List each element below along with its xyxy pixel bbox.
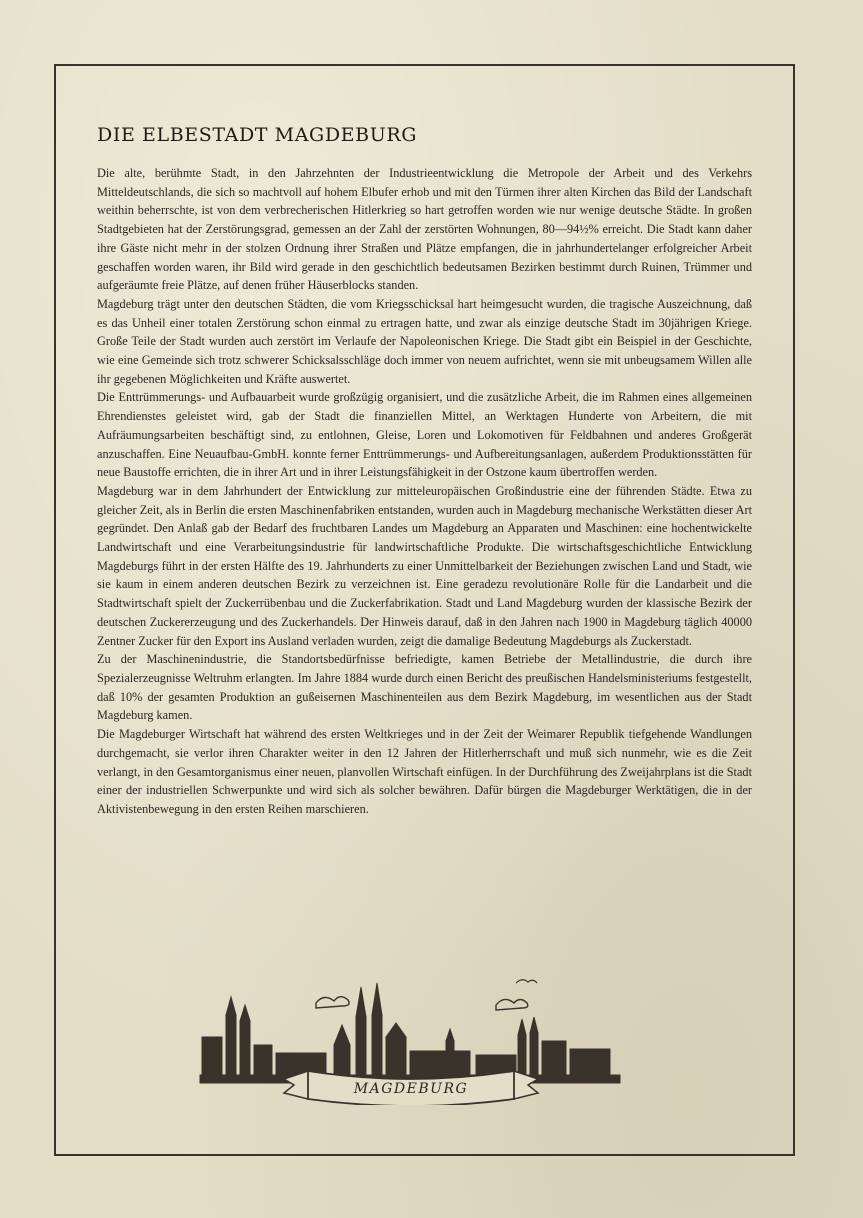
paragraph-6: Die Magdeburger Wirtschaft hat während des ersten Weltkrieges und in der Zeit der Weimarer Republik tiefgehende Wandlungen durchgemacht, sie verlor ihren Charakter weiter in den 12 Jahren der Hitlerherrschaft und muß sich nunmehr, wie es die Zeit verlangt, in den Gesamtorganismus einer neuen, planvollen Wirtschaft einfügen. In der Durchführung des Zweijahrplans ist die Stadt einer der industriellen Schwerpunkte und wird sich als solcher bewähren. Dafür bürgen die Magdeburger Werktätigen, die in der Aktivistenbewegung in den ersten Reihen marschieren. [97, 727, 752, 816]
skyline-silhouette [200, 980, 620, 1083]
city-skyline-vignette [196, 975, 626, 1105]
paragraph-2: Magdeburg trägt unter den deutschen Städten, die vom Kriegsschicksal hart heimgesucht wurden, die tragische Auszeichnung, daß es das Unheil einer totalen Zerstörung schon einmal zu ertragen hatte, und zwar als einzige deutsche Stadt im 30jährigen Kriege. Große Teile der Stadt wurden auch zerstört im Verlaufe der Napoleonischen Kriege. Die Stadt gibt ein Beispiel in der Geschichte, wie eine Gemeinde sich trotz schwerer Schicksalsschläge doch immer von neuem aufrichtet, wenn sie mit unbeugsamem Willen alle ihr gegebenen Möglichkeiten und Kräfte auswertet. [97, 296, 752, 386]
paragraph-5: Zu der Maschinenindustrie, die Standortsbedürfnisse befriedigte, kamen Betriebe der Metallindustrie, die durch ihre Spezialerzeugnisse Weltruhm erlangten. Im Jahre 1884 wurde durch einen Bericht des preußischen Handelsministeriums festgestellt, daß 10% der gesamten Produktion an gußeisernen Maschinenteilen aus dem Bezirk Magdeburg, im wesentlichen aus der Stadt Magdeburg kamen. [97, 652, 752, 723]
paragraph-4: Magdeburg war in dem Jahrhundert der Entwicklung zur mitteleuropäischen Großindustrie eine der führenden Städte. Etwa zu gleicher Zeit, als in Berlin die ersten Maschinenfabriken entstanden, wurden auch in Magdeburg mechanische Werkstätten dieser Art gegründet. Den Anlaß gab der Bedarf des fruchtbaren Landes um Magdeburg an Apparaten und Maschinen: eine hochentwickelte Landwirtschaft und eine Verarbeitungsindustrie für landwirtschaftliche Produkte. Die wirtschaftsgeschichtliche Entwicklung Magdeburgs führt in der ersten Hälfte des 19. Jahrhunderts zu einer Unmittelbarkeit der Beziehungen zwischen Land und Stadt, wie sie kaum in einem anderen deutschen Bezirk zu verzeichnen ist. Eine geradezu revolutionäre Rolle für die Landarbeit und die Stadtwirtschaft spielt der Zuckerrübenbau und die Zuckerfabrikation. Stadt und Land Magdeburg wurden der klassische Bezirk der deutschen Zuckererzeugung und des Zuckerhandels. Der Hinweis darauf, daß in den Jahren nach 1900 in Magdeburg täglich 40000 Zentner Zucker für den Export ins Ausland verladen wurden, zeigt die damalige Bedeutung Magdeburgs als Zuckerstadt. [97, 483, 752, 648]
document-title: DIE ELBESTADT MAGDEBURG [97, 124, 417, 146]
body-text [97, 164, 752, 819]
banner-label: MAGDEBURG [353, 1081, 469, 1097]
paragraph-1: Die alte, berühmte Stadt, in den Jahrzehnten der Industrieentwicklung die Metropole der Arbeit und des Verkehrs Mitteldeutschlands, die sich so machtvoll auf hohem Elbufer erhob und mit den Türmen ihrer alten Kirchen das Bild der Landschaft weithin beherrschte, ist von dem verbrecherischen Hitlerkrieg so hart getroffen worden wie nur wenige deutsche Städte. In großen Stadtgebieten hat der Zerstörungsgrad, gemessen an der Zahl der zerstörten Wohnungen, 80—94½% erreicht. Die Stadt kann daher ihre Gäste nicht mehr in der stolzen Ordnung ihrer Straßen und Plätze empfangen, die in jahrhundertelanger erfolgreicher Arbeit geschaffen worden waren, ihr Bild wird gerade in den geschichtlich bedeutsamen Bezirken bestimmt durch Ruinen, Trümmer und aufgeräumte freie Plätze, auf denen früher Häuserblocks standen. [97, 166, 752, 293]
paragraph-3: Die Enttrümmerungs- und Aufbauarbeit wurde großzügig organisiert, und die zusätzliche Arbeit, die im Rahmen eines allgemeinen Ehrendienstes geleistet wird, gab der Stadt die finanziellen Mittel, an Werktagen Hunderte von Arbeitern, die mit Aufräumungsarbeiten beschäftigt sind, zu entlohnen, Gleise, Loren und Lokomotiven für Feldbahnen und anderes Großgerät anzuschaffen. Eine Neuaufbau-GmbH. konnte ferner Enttrümmerungs- und Aufbereitungsanlagen, außerdem Produktionsstätten für neue Baustoffe errichten, die in ihrer Art und in ihrer Leistungsfähigkeit in der Ostzone kaum übertroffen werden. [97, 390, 752, 480]
